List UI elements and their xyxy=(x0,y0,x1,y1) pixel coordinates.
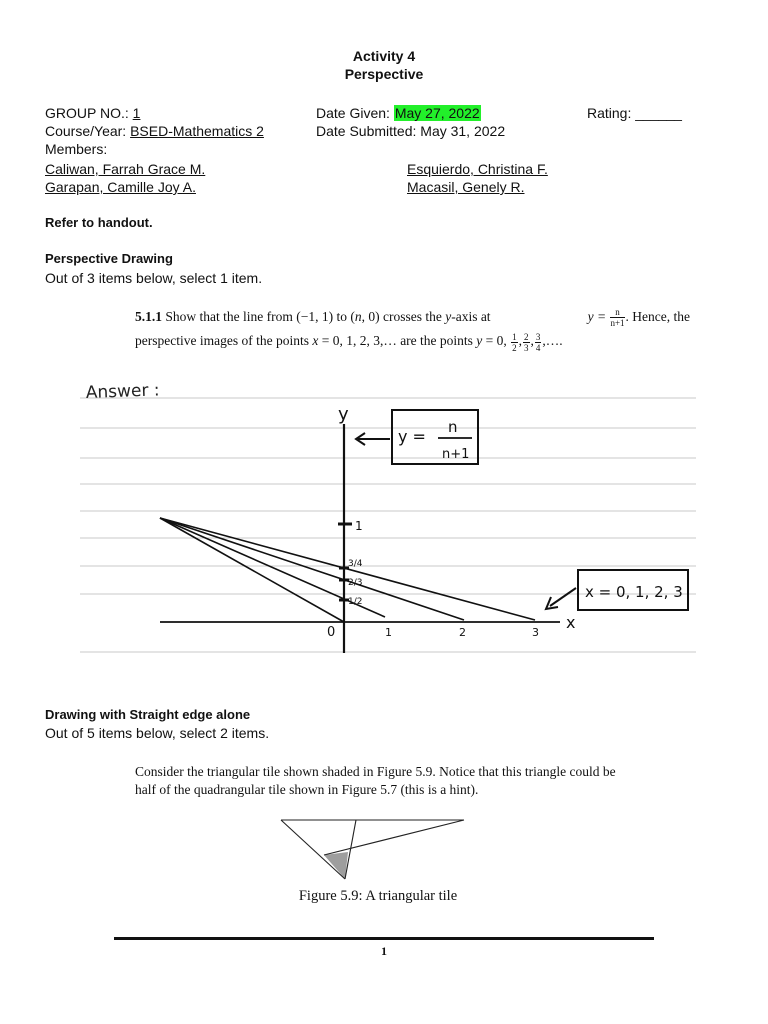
problem-text: , 0) crosses the xyxy=(361,309,446,325)
member-name: Esquierdo, Christina F. xyxy=(407,161,548,177)
rating: Rating: ______ xyxy=(587,105,682,121)
fraction-den: 3 xyxy=(524,342,529,353)
problem-5-1-1 xyxy=(135,306,690,353)
problem-text: = 0, 1, 2, 3,… are the points xyxy=(318,333,477,349)
member-name: Macasil, Genely R. xyxy=(407,179,525,195)
x-tick-2: 2 xyxy=(459,626,466,639)
x-tick-3: 3 xyxy=(532,626,539,639)
fraction-num: 1 xyxy=(512,331,517,342)
fraction-den: 4 xyxy=(535,342,541,353)
group-label: GROUP NO.: xyxy=(45,105,133,121)
problem-text: perspective images of the points xyxy=(135,333,313,349)
y-tick-1: 1 xyxy=(355,519,363,533)
formula-den: n+1 xyxy=(442,447,470,462)
problem-text: = 0, xyxy=(482,333,511,349)
problem-number: 5.1.1 xyxy=(135,309,162,325)
refer-note: Refer to handout. xyxy=(45,215,153,230)
problem-line-2: perspective images of the points x = 0, 1, 2, 3,… are the points y = 0, $\frac{1}{2}$ , $\frac{2}{3}$ , $\frac{3}{4}$ ,…. xyxy=(135,331,563,353)
problem-text: Show that the line from (−1, 1) to ( xyxy=(162,309,355,325)
member-name: Garapan, Camille Joy A. xyxy=(45,179,196,195)
problem-text: ,…. xyxy=(542,333,563,349)
section-instruction: Out of 3 items below, select 1 item. xyxy=(45,270,263,286)
x-axis-label: x xyxy=(566,613,576,632)
fraction xyxy=(511,332,518,353)
problem-text: -axis at xyxy=(451,309,491,325)
date-given-label: Date Given: xyxy=(316,105,394,121)
group-value: 1 xyxy=(132,105,141,121)
members-label: Members: xyxy=(45,141,108,157)
y-tick-2-3: 2/3 xyxy=(348,578,363,588)
var-x: x xyxy=(312,333,319,349)
formula-lhs: y = xyxy=(398,427,426,446)
fraction xyxy=(523,332,530,353)
course-value: BSED-Mathematics 2 xyxy=(130,123,264,139)
y-axis-label: y xyxy=(338,404,349,425)
member-name: Caliwan, Farrah Grace M. xyxy=(45,161,206,177)
triangular-tile-figure xyxy=(278,814,470,880)
y-tick-1-2: 1/2 xyxy=(348,597,363,607)
problem-line-1 xyxy=(135,306,690,328)
var-y: y xyxy=(445,309,452,325)
notebook-paper xyxy=(80,368,696,668)
y-tick-3-4: 3/4 xyxy=(348,559,363,569)
fraction xyxy=(610,307,624,328)
fraction-num: n xyxy=(610,307,624,318)
page-number: 1 xyxy=(381,944,387,958)
footer-rule xyxy=(114,937,654,940)
points-label: x = 0, 1, 2, 3 xyxy=(585,583,683,601)
figure-caption: Figure 5.9: A triangular tile xyxy=(298,888,458,904)
answer-drawing xyxy=(80,368,696,668)
fraction xyxy=(535,332,542,353)
section-heading-perspective: Perspective Drawing xyxy=(45,251,173,266)
page-title: Activity 4 xyxy=(352,48,416,64)
fraction-den: n+1 xyxy=(610,318,625,329)
origin-label: 0 xyxy=(327,625,336,640)
problem-text-line: Consider the triangular tile shown shaded in Figure 5.9. Notice that this triangle could be xyxy=(135,764,616,779)
page-subtitle: Perspective xyxy=(344,66,424,82)
fraction-num: 2 xyxy=(524,331,529,342)
shaded-triangle xyxy=(324,852,348,879)
date-submitted: Date Submitted: May 31, 2022 xyxy=(316,123,506,139)
equation-lhs: y = xyxy=(587,309,610,324)
fraction-num: 3 xyxy=(535,331,541,342)
formula-num: n xyxy=(448,418,458,436)
problem-text: . Hence, the xyxy=(625,309,690,324)
date-given xyxy=(316,104,481,122)
date-given-value: May 27, 2022 xyxy=(394,105,480,121)
var-y: y xyxy=(476,333,483,349)
fraction-den: 2 xyxy=(512,342,517,353)
section-heading-straight-edge: Drawing with Straight edge alone xyxy=(45,707,251,722)
problem-text-line: half of the quadrangular tile shown in Figure 5.7 (this is a hint). xyxy=(135,782,479,797)
group-number xyxy=(45,104,152,122)
x-tick-1: 1 xyxy=(385,626,392,639)
course-year xyxy=(45,122,264,140)
answer-label: Answer : xyxy=(85,380,160,403)
course-label: Course/Year: xyxy=(45,123,131,139)
var-n: n xyxy=(354,309,362,325)
section-instruction: Out of 5 items below, select 2 items. xyxy=(45,725,270,741)
